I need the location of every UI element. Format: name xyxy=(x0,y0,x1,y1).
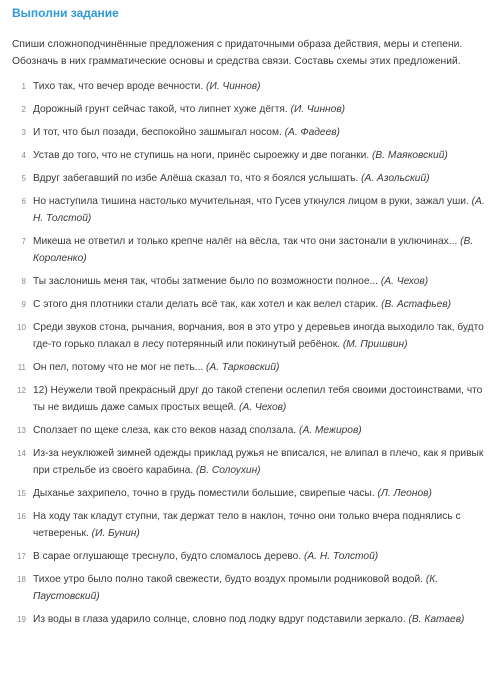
sentence-text: И тот, что был позади, беспокойно зашмыгал носом. xyxy=(33,127,282,138)
sentence-text: Вдруг забегавший по избе Алёша сказал то, что я боялся услышать. xyxy=(33,173,359,184)
sentence-text: Устав до того, что не ступишь на ноги, принёс сыроежку и две поганки. xyxy=(33,150,370,161)
sentence-number: 19 xyxy=(17,615,26,624)
sentence-number: 4 xyxy=(21,151,26,160)
sentence-author: (В. Маяковский) xyxy=(372,150,448,161)
sentence-text: Тихо так, что вечер вроде вечности. xyxy=(33,81,204,92)
sentence-number: 8 xyxy=(21,277,26,286)
sentence-number: 16 xyxy=(17,512,26,521)
sentence-item xyxy=(0,147,500,164)
sentence-item xyxy=(0,193,500,227)
sentence-author: (В. Солоухин) xyxy=(196,465,261,476)
sentence-number: 2 xyxy=(21,105,26,114)
sentence-text: На ходу так кладут ступни, так держат тело в наклон, точно они только вчера поднялись с четвереньк. xyxy=(33,511,461,539)
sentence-number: 17 xyxy=(17,552,26,561)
sentence-author: (В. Астафьев) xyxy=(381,299,451,310)
sentence-author: (И. Бунин) xyxy=(91,528,140,539)
sentence-item xyxy=(0,296,500,313)
sentence-text: Дорожный грунт сейчас такой, что липнет хуже дёгтя. xyxy=(33,104,288,115)
sentence-author: (И. Чиннов) xyxy=(206,81,261,92)
sentence-author: (А. Чехов) xyxy=(380,276,429,287)
sentence-number: 12 xyxy=(17,386,26,395)
sentence-item xyxy=(0,78,500,95)
task-title: Выполни задание xyxy=(12,6,119,20)
sentence-number: 14 xyxy=(17,449,26,458)
sentence-text: Ты заслонишь меня так, чтобы затмение было по возможности полное... xyxy=(33,276,379,287)
sentence-text: Микеша не ответил и только крепче налёг на вёсла, так что они застонали в уключинах... xyxy=(33,236,458,247)
sentence-author: (И. Чиннов) xyxy=(290,104,346,115)
sentence-number: 3 xyxy=(21,128,26,137)
sentence-author: (Л. Леонов) xyxy=(377,488,432,499)
sentence-item xyxy=(0,485,500,502)
sentence-number: 6 xyxy=(21,197,26,206)
sentence-author: (А. Азольский) xyxy=(361,173,430,184)
sentence-item xyxy=(0,233,500,267)
sentence-item xyxy=(0,359,500,376)
sentence-item xyxy=(0,445,500,479)
sentence-text: 12) Неужели твой прекрасный друг до такой степени ослепил тебя своими достоинствами, что ты не видишь даже самых простых вещей. xyxy=(33,385,483,413)
sentence-author: (В. Катаев) xyxy=(408,614,465,625)
sentence-author: (А. Межиров) xyxy=(299,425,362,436)
sentence-number: 5 xyxy=(21,174,26,183)
sentence-author: (А. Н. Толстой) xyxy=(33,196,485,224)
sentence-author: (В. Короленко) xyxy=(33,236,474,264)
sentence-number: 7 xyxy=(21,237,26,246)
sentence-text: С этого дня плотники стали делать всё так, как хотел и как велел старик. xyxy=(33,299,379,310)
sentence-item xyxy=(0,170,500,187)
sentence-item xyxy=(0,319,500,353)
sentence-item xyxy=(0,611,500,628)
sentence-item xyxy=(0,101,500,118)
sentence-text: Он пел, потому что не мог не петь... xyxy=(33,362,204,373)
sentence-author: (К. Паустовский) xyxy=(33,574,439,602)
sentence-text: Из-за неуклюжей зимней одежды приклад ружья не вписался, не влипал в плечо, как я привык при стрельбе из своего карабина. xyxy=(33,448,484,476)
sentence-item xyxy=(0,382,500,416)
sentence-author: (А. Тарковский) xyxy=(206,362,280,373)
sentence-number: 10 xyxy=(17,323,26,332)
sentence-text: Тихое утро было полно такой свежести, будто воздух промыли родниковой водой. xyxy=(33,574,423,585)
sentence-text: Но наступила тишина настолько мучительная, что Гусев уткнулся лицом в руки, зажал уши. xyxy=(33,196,469,207)
sentence-text: Дыханье захрипело, точно в грудь поместили большие, свирепые часы. xyxy=(33,488,375,499)
sentence-number: 18 xyxy=(17,575,26,584)
task-instructions: Спиши сложноподчинённые предложения с придаточными образа действия, меры и степени. Обозначь в них грамматические основы и средства связи. Составь схемы этих предложений. xyxy=(12,39,463,67)
sentence-author: (А. Н. Толстой) xyxy=(304,551,379,562)
sentence-number: 13 xyxy=(17,426,26,435)
sentence-item xyxy=(0,124,500,141)
sentence-author: (М. Пришвин) xyxy=(342,339,408,350)
sentence-text: В сарае оглушающе треснуло, будто сломалось дерево. xyxy=(33,551,302,562)
sentence-text: Среди звуков стона, рычания, ворчания, воя в это утро у деревьев иногда выходило так, будто где-то горько плакал в лесу потерянный или покинутый ребёнок. xyxy=(33,322,484,350)
sentence-author: (А. Фадеев) xyxy=(284,127,340,138)
sentence-author: (А. Чехов) xyxy=(239,402,287,413)
sentence-list xyxy=(0,78,500,634)
sentence-number: 11 xyxy=(17,363,26,372)
sentence-number: 15 xyxy=(17,489,26,498)
sentence-item xyxy=(0,548,500,565)
sentence-item xyxy=(0,508,500,542)
sentence-text: Сползает по щеке слеза, как сто веков назад сползала. xyxy=(33,425,297,436)
sentence-text: Из воды в глаза ударило солнце, словно под лодку вдруг подставили зеркало. xyxy=(33,614,406,625)
sentence-number: 1 xyxy=(21,82,26,91)
sentence-item xyxy=(0,422,500,439)
sentence-item xyxy=(0,273,500,290)
sentence-number: 9 xyxy=(21,300,26,309)
sentence-item xyxy=(0,571,500,605)
